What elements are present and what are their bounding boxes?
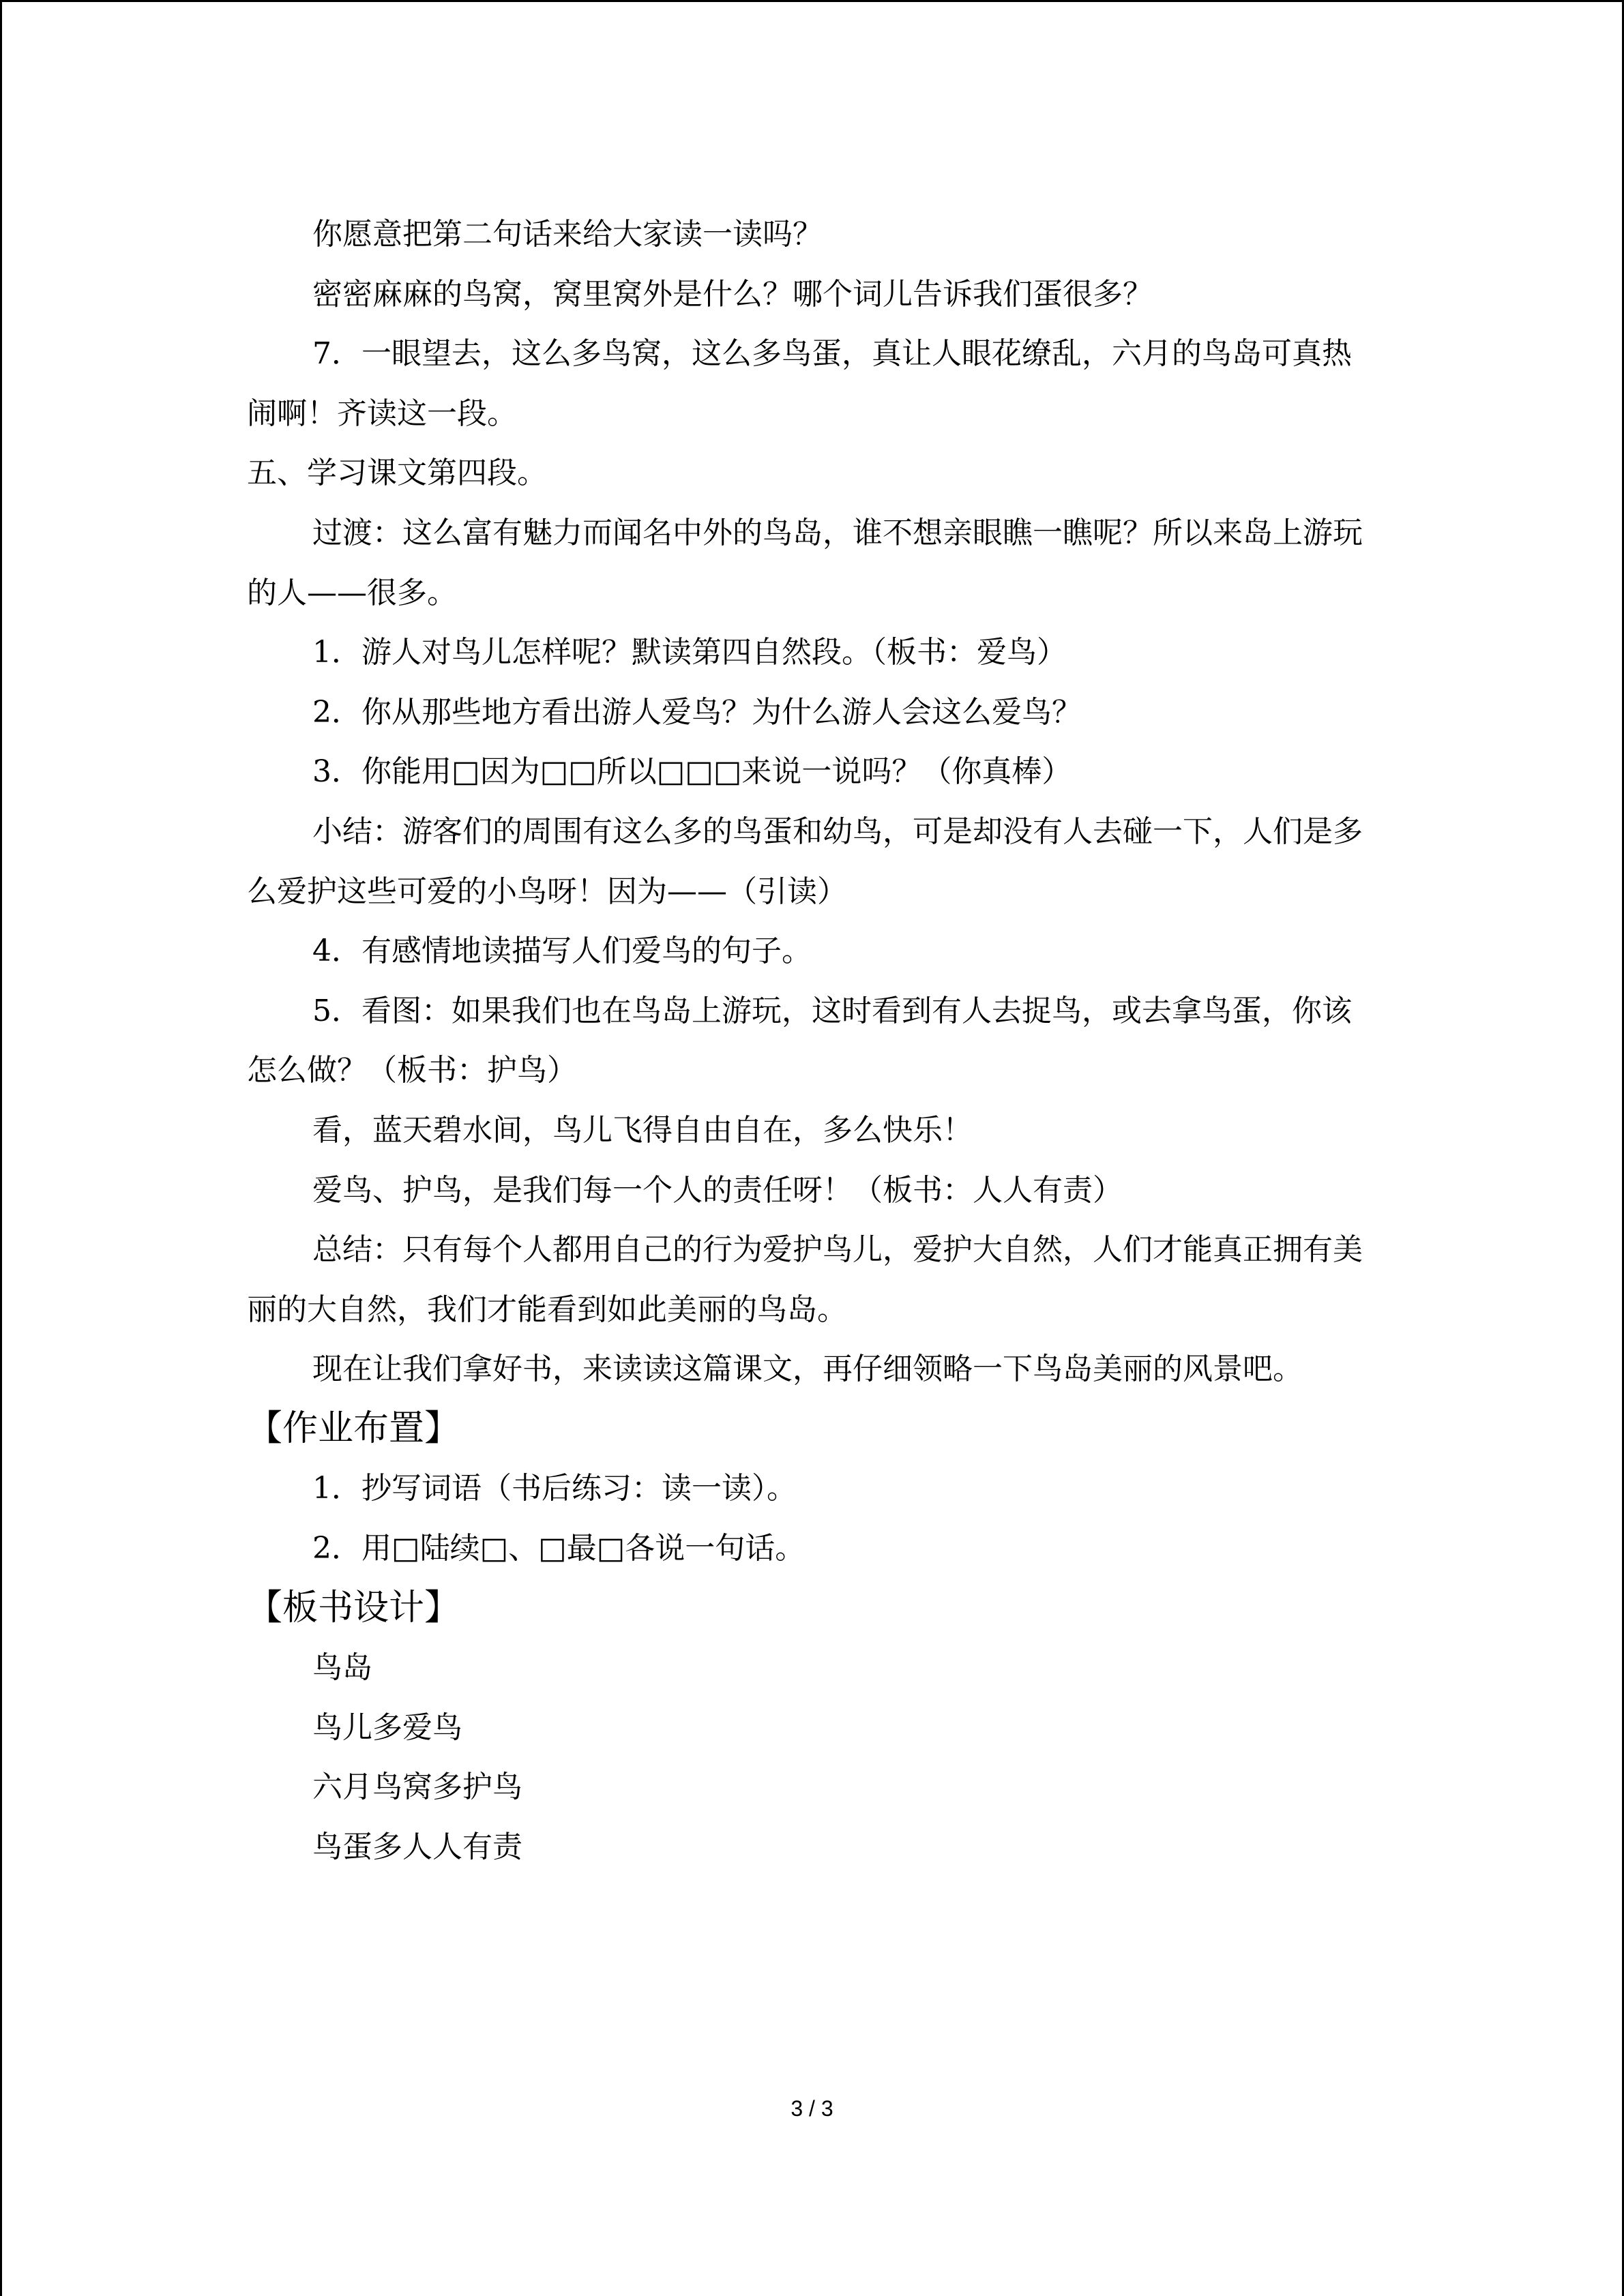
paragraph: 3．你能用□因为□□所以□□□来说一说吗？（你真棒） xyxy=(312,754,1072,790)
document-body xyxy=(247,205,1381,1877)
paragraph: 总结：只有每个人都用自己的行为爱护鸟儿，爱护大自然，人们才能真正拥有美丽的大自然，我们才能看到如此美丽的鸟岛。 xyxy=(247,1232,1363,1327)
homework-item: 2．用□陆续□、□最□各说一句话。 xyxy=(312,1531,806,1566)
paragraph: 4．有感情地读描写人们爱鸟的句子。 xyxy=(312,934,812,969)
homework-heading: 【作业布置】 xyxy=(247,1407,460,1449)
board-design-line: 鸟蛋多人人有责 xyxy=(312,1830,522,1865)
section-heading-part-five: 五、学习课文第四段。 xyxy=(247,456,547,491)
paragraph: 2．你从那些地方看出游人爱鸟？为什么游人会这么爱鸟？ xyxy=(312,694,1082,730)
paragraph: 小结：游客们的周围有这么多的鸟蛋和幼鸟，可是却没有人去碰一下，人们是多么爱护这些可爱的小鸟呀！因为——（引读） xyxy=(247,814,1363,909)
board-design-line: 鸟岛 xyxy=(312,1650,372,1686)
paragraph: 现在让我们拿好书，来读读这篇课文，再仔细领略一下鸟岛美丽的风景吧。 xyxy=(312,1352,1303,1387)
board-design-line: 鸟儿多爱鸟 xyxy=(312,1710,462,1745)
board-design-line: 六月鸟窝多护鸟 xyxy=(312,1770,522,1805)
paragraph: 过渡：这么富有魅力而闻名中外的鸟岛，谁不想亲眼瞧一瞧呢？所以来岛上游玩的人——很多。 xyxy=(247,515,1363,610)
paragraph: 看，蓝天碧水间，鸟儿飞得自由自在，多么快乐！ xyxy=(312,1112,973,1148)
paragraph: 7．一眼望去，这么多鸟窝，这么多鸟蛋，真让人眼花缭乱，六月的鸟岛可真热闹啊！齐读这一段。 xyxy=(247,336,1352,431)
homework-item: 1．抄写词语（书后练习：读一读）。 xyxy=(312,1471,797,1506)
paragraph: 1．游人对鸟儿怎样呢？默读第四自然段。（板书：爱鸟） xyxy=(312,635,1067,670)
board-design-heading: 【板书设计】 xyxy=(247,1587,460,1628)
paragraph: 爱鸟、护鸟，是我们每一个人的责任呀！（板书：人人有责） xyxy=(312,1172,1123,1208)
page-number: 3 / 3 xyxy=(791,2096,833,2121)
paragraph: 5．看图：如果我们也在鸟岛上游玩，这时看到有人去捉鸟，或去拿鸟蛋，你该怎么做？（板书：护鸟） xyxy=(247,993,1352,1088)
paragraph: 你愿意把第二句话来给大家读一读吗？ xyxy=(312,217,823,252)
paragraph: 密密麻麻的鸟窝，窝里窝外是什么？哪个词儿告诉我们蛋很多？ xyxy=(312,276,1153,312)
